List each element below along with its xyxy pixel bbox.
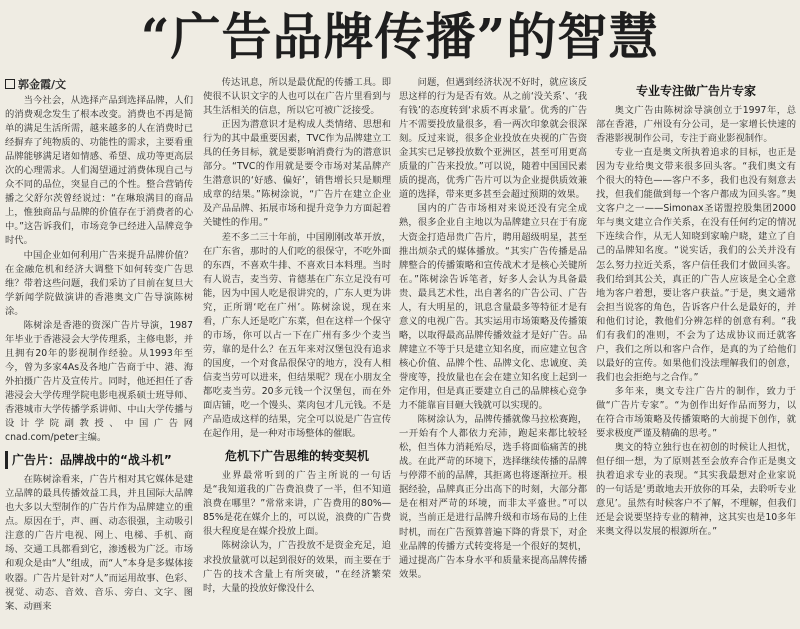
subheading-expert: 专业专注做广告片专家	[635, 84, 756, 98]
paragraph: 问题，但遇到经济状况不好时，就应该反思这样的行为是否有效。从之前‘没关系’、‘我有钱’的态度转到‘求质不再求量’。优秀的广告片不需要投放量很多，看一两次印象就会很深刻。反过来说，很多企业投放在央视的广告资金其实已足够投放数个亚洲区，甚至可用更高质量的广告来投放。”可以说，随着中国国民素质的提高，优秀广告片可以为企业提供质效兼道的选择，带来更多甚至会超过预期的效果。	[399, 77, 587, 201]
paragraph: 陈树涂认为，广告投放不是资金充足，追求投放量就可以起到很好的效果，而主要在于广告的技术含量上有所突破，“在经济繁荣时，大量的投放好像没什么	[203, 540, 391, 594]
paragraph: 当今社会，从选择产品到选择品牌，人们的消费观念发生了根本改变。消费也不再是简单的满足生活所需，越来越多的人在消费时已经摒弃了纯物质的、功能性的需求，主要看重品牌能够满足诸如情感、希望、成功等更高层次的心理需求。人们渴望通过消费体现自己与众不同的品位，突显自己的个性。整合营销传播之父舒尔茨曾经说过：“在琳琅满目的商品上，惟独商品与品牌的价值存在于消费者的心中。”这告诉我们，市场竞争已经进入品牌竞争时代。	[5, 95, 193, 247]
paragraph: 多年来，奥文专注广告片的制作，致力于做“广告片专家”。“为创作出好作品而努力，以在符合市场策略及传播策略的大前提下创作，就要求极度严谨及精确的思考。”	[596, 385, 796, 440]
column-2	[203, 76, 391, 626]
paragraph: 传达讯息，所以是最优配的传播工具。即使很不认识文字的人也可以在广告片里看到与其生活相关的信息，所以它可被广泛接受。	[203, 77, 391, 117]
paragraph: 专业一直是奥文所执着追求的目标，也正是因为专业给奥文带来很多回头客。“我们奥文有个很大的特色——客户不多，我们也没有刻意去找，但我们能做到每一个客户都成为回头客。”奥文客户之一——Simonax圣诺盟控股集团2000年与奥文建立合作关系，在没有任何约定的情况下连续合作，从无人知晓到家喻户晓，建立了自己的品牌知名度。“说实话，我们的公关并没有怎么努力拉近关系，客户信任我们才做回头客。我们给到其公关，真正的广告人应该是全心全意地为客户着想，要让客户获益。”于是，奥文通常会担当说客的角色，告诉客户什么是最好的，并和他们讨论，教他们分辨怎样的创意有利。“我们有我们的准则，不会为了达成协议而迁就客户，我们之所以和客户合作，是真的为了给他们以最好的宣传。如果他们没法理解我们的创意，我们也会拒绝与之合作。”	[596, 147, 796, 383]
paragraph: 陈树涂认为，品牌传播就像马拉松赛跑，一开始有个人都依力充沛，跑起来都比较轻松，但当体力消耗殆尽，选手将面临痛苦的挑战。在此严苛的环境下，选择继续传播的品牌与停滞不前的品牌，其拒离也将逐渐拉开。根据经验，品牌真正分出高下的时刻，大部分都是在相对严苛的环境，而非太平盛世。”可以说，当前正是进行品牌升级和市场布局的上佳时机，而在广告预算普遍下降的背景下，对企业品牌的传播方式转变将是一个很好的契机，通过提高广告本身水平和质量来提高品牌传播效果。	[399, 414, 587, 580]
byline-text: 郭金霞/文	[18, 78, 67, 91]
paragraph: 正因为潜意识才是构成人类情绪、思想和行为的其中最重要因素，TVC作为品牌建立工具的任务目标，就是要影响消费行为的潜意识部分。“TVC的作用就是要令市场对某品牌产生潜意识的‘好感、偏好’，销售增长只是顺理成章的结果。”陈树涂说，“广告片在建立企业及产品品牌、拓展市场和提升竞争力方面起着关键性的作用。”	[203, 119, 391, 229]
column-3	[399, 76, 587, 626]
paragraph: 在陈树涂看来，广告片相对其它媒体是建立品牌的最具传播效益工具，并且国际大品牌也大多以大型制作的广告片作为品牌建立的重点。原因在于，声、画、动态很强，主动吸引注意的广告片电视、网上、电梯、手机、商场、交通工具都看到它，渗透极为广泛。市场和观众是由“人”组成，而“人”本身是多媒体接收器。广告片是针对“人”而运用故事、色彩、视觉、动态、音效、音乐、旁白、文字、图案、动画来	[5, 474, 193, 612]
paragraph: 业界最常听到的广告主所说的一句话是“我知道我的广告费浪费了一半，但不知道浪费在哪里？”常常来讲，广告费用的80%—85%是花在媒介上的，可以说，浪费的广告费很大程度是在媒介投放上面。	[203, 470, 391, 538]
paragraph: 国内的广告市场相对来说还没有完全成熟，很多企业自主地以为品牌建立只在于有庞大资金打造昂贵广告片，聘用超级明星，甚至推出烦杂式的媒体播放。“其实广告传播是品牌整合的传播策略和宣传战术才是核心关键所在。”陈树涂告诉笔者，好多人会认为具备最贵、最具艺术性，出自著名的广告公司、广告人，有大明星的，讯息含量最多等特征才是有意义的电视广告。其实运用市场策略及传播策略，以取得最高品牌传播效益才是好广告。品牌建立不等于只是建立知名度，而应建立包含核心价值、品牌个性、品牌文化、忠诚度、美誉度等，投放量也在会在建立知名度上起到一定作用，但是真正要建立自己的品牌核心竞争力不能靠盲目砸大钱就可以实现的。	[399, 203, 587, 412]
paragraph: 陈树涂是香港的资深广告片导演，1987年毕业于香港浸会大学传理系，主修电影，并且拥有20年的影视制作经验。从1993年至今，曾为多家4As及各地广告商于中、港、海外拍摄广告片及宣传片。同时，他还担任了香港浸会大学传理学院电影电视系硕士班导师、香港城市大学传播学系讲师、中山大学传播与设计学院副教授、中国广告网cnad.com/peter主编。	[5, 319, 193, 444]
column-1	[5, 76, 193, 626]
paragraph: 差不多二三十年前，中国刚刚改革开放，在广东省，那时的人们吃的很保守，不吃外面的东西，不喜欢牛排、不喜欢日本料理。当时有人说吉，麦当劳、肯德基在广东立足没有可能，因为中国人吃是很讲究的，广东人更为讲究，正所谓‘吃在广州’。陈树涂说，现在来看，广东人还是吃广东菜，但在这样一个保守的市场，你可以占一下在广州有多少个麦当劳，靠的是什么？在五年来对汉堡包没有追求的国度，一个对食品很保守的地方，没有人相信麦当劳可以进来，但结果呢？现在小朋友全都吃麦当劳。20多元钱一个汉堡包，而在外面店铺，吃一个馒头、菜肉包才几元钱。不是产品造成这样的结果，完全可以说是广告宣传在起作用，是一种对市场整体的催眠。	[203, 231, 391, 440]
article-title: “广告品牌传播”的智慧	[140, 7, 660, 66]
paragraph: 奥文广告由陈树涂导演创立于1997年，总部在香港，广州设有分公司，是一家增长快速的香港影视制作公司，专注于商业影视制作。	[596, 105, 796, 145]
byline	[5, 76, 193, 94]
paragraph: 奥文的特立独行也在初创的时候让人担忧，但仔细一想，为了原则甚至会放弃合作正是奥文执着追求专业的表现。“其实我最想对企业家说的一句话是‘勇敢地去开放你的耳朵，去聆听专业意见’。虽然有时候客户不了解，不理解，但我们还是会说要坚持专业的精神，这其实也是10多年来奥文得以发展的根源所在。”	[596, 442, 796, 538]
column-4	[596, 76, 796, 626]
subheading-fighter: 广告片：品牌战中的“战斗机”	[5, 451, 193, 469]
paragraph: 中国企业如何利用广告来提升品牌价值？在金融危机和经济大调整下如何转变广告思维？带着这些问题，我们采访了目前在复旦大学新闻学院做演讲的香港奥文广告导演陈树涂。	[5, 249, 193, 317]
byline-box-icon	[5, 79, 15, 89]
subheading-crisis: 危机下广告思维的转变契机	[224, 449, 369, 464]
